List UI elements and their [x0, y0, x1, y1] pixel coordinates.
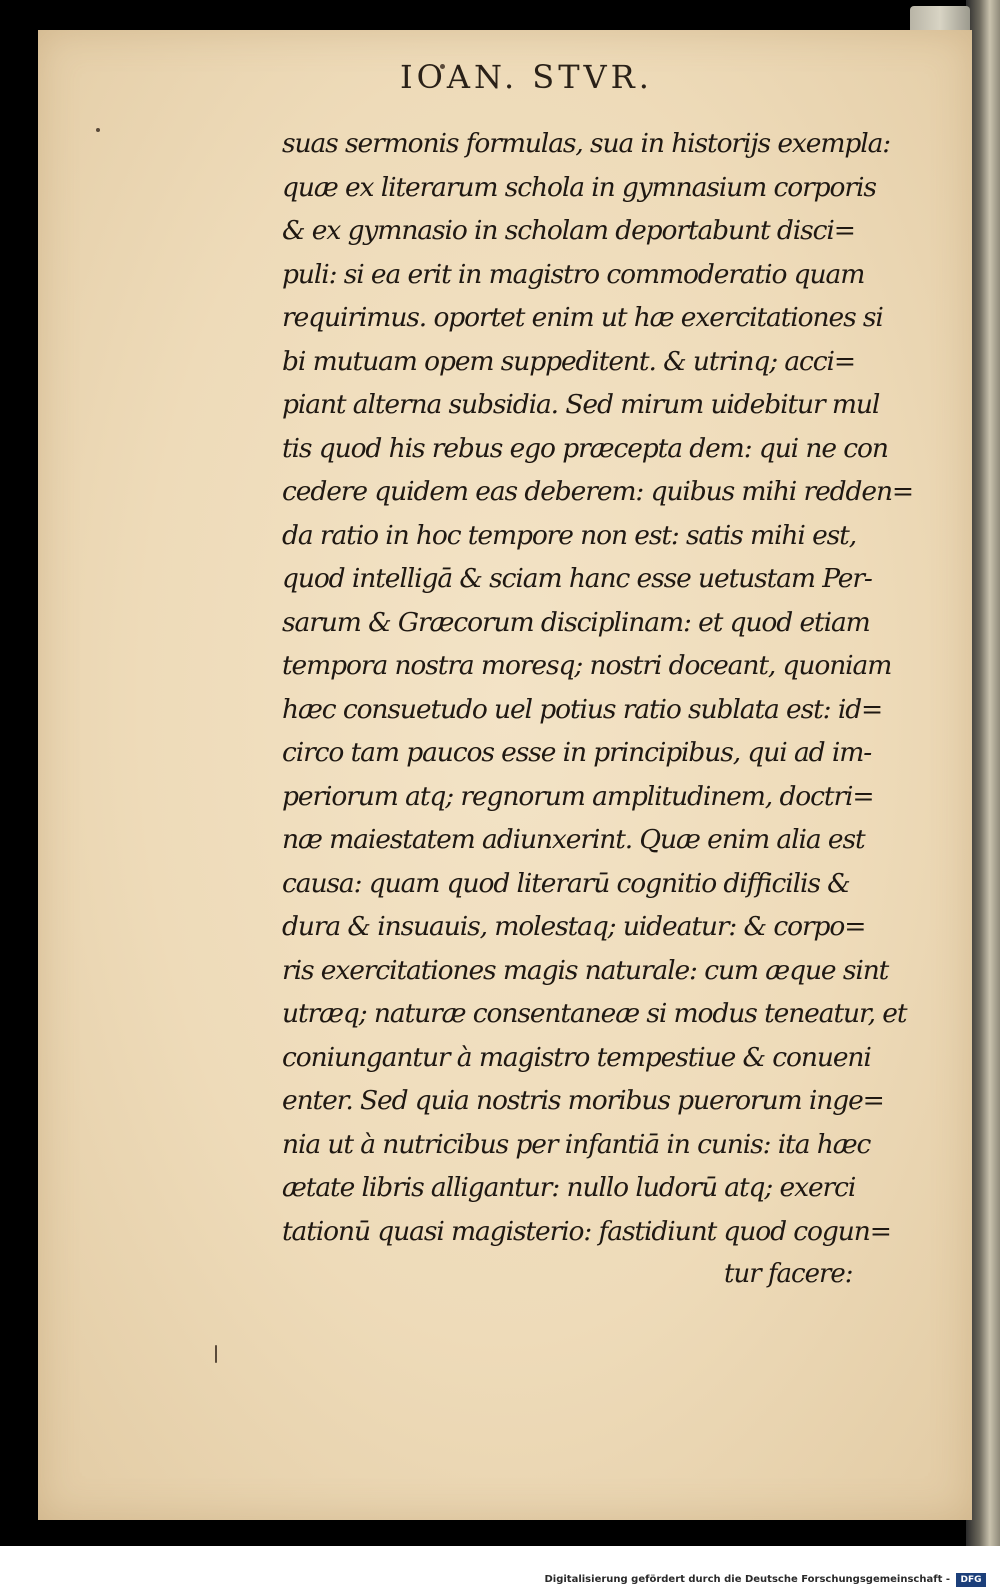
page-text-block — [282, 122, 922, 1253]
text-line: periorum atq; regnorum amplitudinem, doctri= — [282, 780, 874, 812]
text-line: enter. Sed quia nostris moribus puerorum inge= — [282, 1085, 884, 1116]
text-line: ætate libris alligantur: nullo ludorū atq; exerci — [282, 1172, 856, 1203]
text-line: ris exercitationes magis naturale: cum æque sint — [282, 954, 889, 986]
text-line: da ratio in hoc tempore non est: satis mihi est, — [282, 519, 857, 551]
text-line: suas sermonis formulas, sua in historijs exempla: — [282, 128, 891, 159]
text-line: tationū quasi magisterio: fastidiunt quod cogun= — [282, 1215, 891, 1247]
footer-credit: Digitalisierung gefördert durch die Deutsche Forschungsgemeinschaft - — [544, 1574, 950, 1585]
text-line: sarum & Græcorum disciplinam: et quod etiam — [282, 606, 870, 638]
text-line: piant alterna subsidia. Sed mirum uidebitur mul — [282, 389, 880, 420]
text-line: causa: quam quod literarū cognitio difficilis & — [282, 867, 850, 899]
text-line: nia ut à nutricibus per infantiā in cunis: ita hæc — [282, 1128, 871, 1160]
text-line: cedere quidem eas deberem: quibus mihi redden= — [282, 476, 914, 507]
text-line: quæ ex literarum schola in gymnasium corporis — [282, 171, 876, 203]
page-speck — [215, 1345, 217, 1363]
catchword: tur facere: — [724, 1259, 853, 1289]
text-line: næ maiestatem adiunxerint. Quæ enim alia est — [282, 824, 865, 855]
text-line: dura & insuauis, molestaq; uideatur: & corpo= — [282, 911, 866, 942]
text-line: circo tam paucos esse in principibus, qui ad im- — [282, 737, 872, 768]
text-line: quod intelligā & sciam hanc esse uetustam Per- — [282, 563, 872, 594]
dfg-logo: DFG — [956, 1573, 986, 1587]
text-line: & ex gymnasio in scholam deportabunt disci= — [282, 215, 855, 246]
text-line: hæc consuetudo uel potius ratio sublata est: id= — [282, 693, 883, 725]
text-line: puli: si ea erit in magistro commoderatio quam — [282, 258, 865, 290]
running-head: IOAN. STVR. — [400, 58, 653, 96]
text-line: tis quod his rebus ego præcepta dem: qui ne con — [282, 432, 888, 464]
text-line: coniungantur à magistro tempestiue & conueni — [282, 1041, 871, 1073]
text-line: tempora nostra moresq; nostri doceant, quoniam — [282, 650, 892, 681]
text-line: requirimus. oportet enim ut hæ exercitationes si — [282, 302, 883, 333]
page-speck — [96, 128, 100, 132]
text-line: bi mutuam opem suppeditent. & utrinq; acci= — [282, 345, 856, 377]
text-line: utræq; naturæ consentaneæ si modus teneatur, et — [282, 998, 907, 1029]
